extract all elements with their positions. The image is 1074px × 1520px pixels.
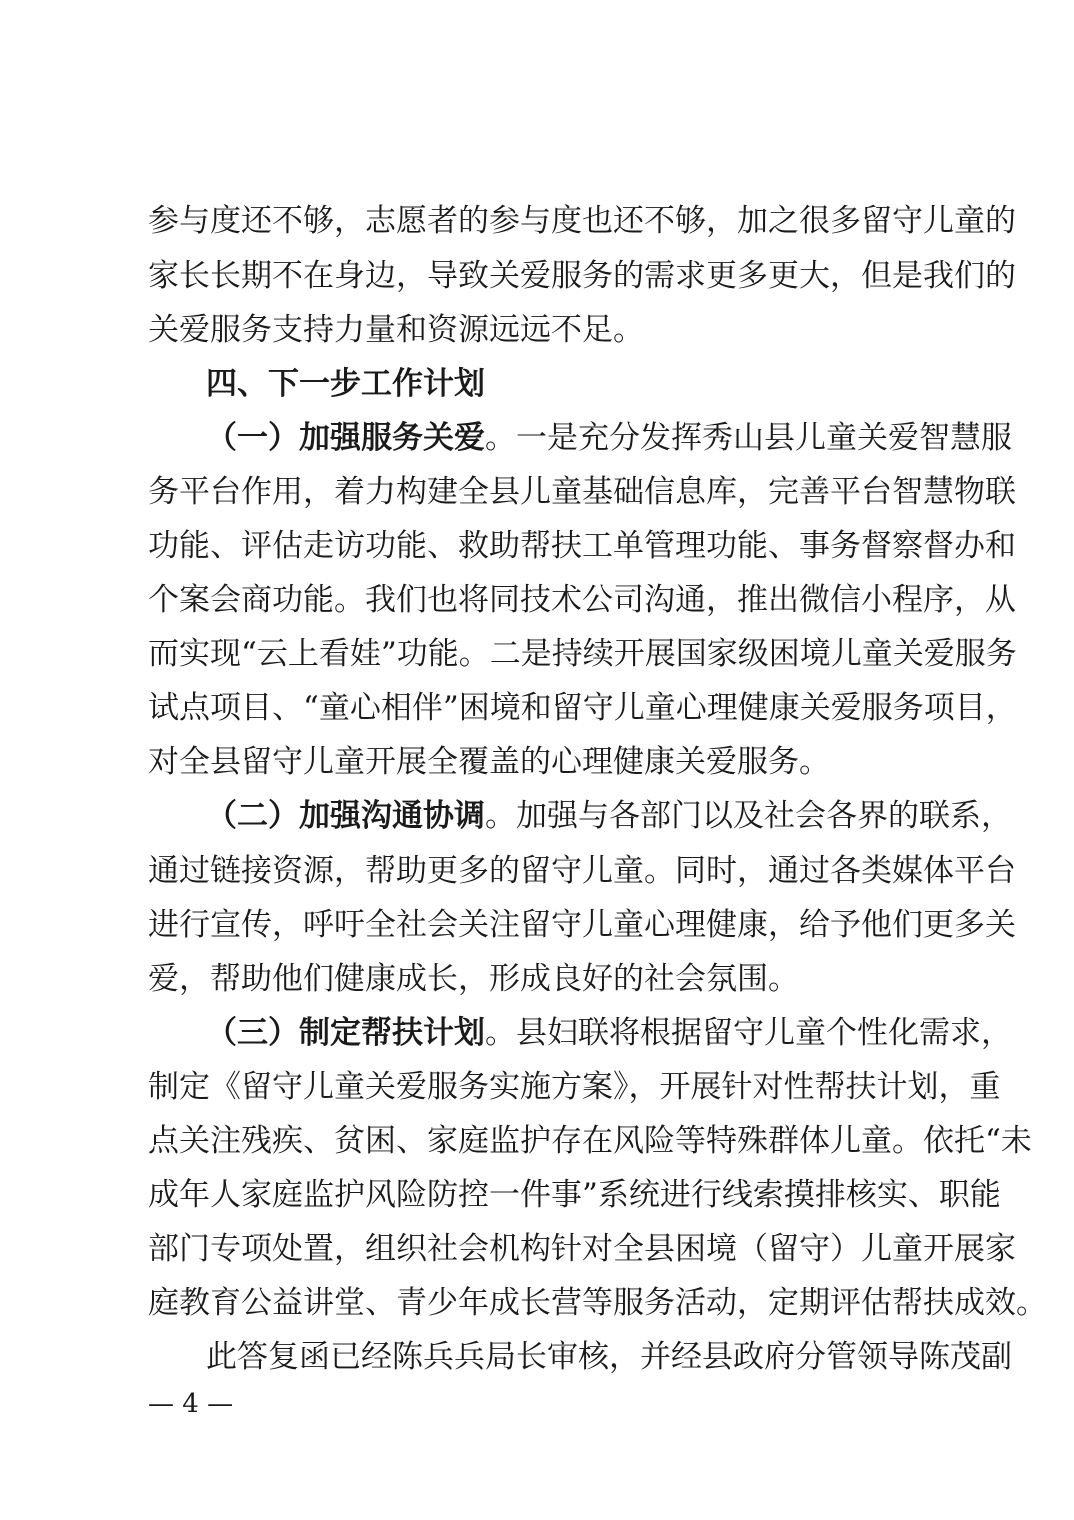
paragraph-lead-text: 。县妇联将根据留守儿童个性化需求，	[485, 1015, 1012, 1051]
paragraph-lead-line	[206, 1005, 1012, 1061]
text-line: 务平台作用，着力构建全县儿童基础信息库，完善平台智慧物联	[148, 474, 1016, 510]
text-line: 此答复函已经陈兵兵局长审核，并经县政府分管领导陈茂副	[206, 1339, 1012, 1375]
page-number: — 4 —	[148, 1389, 234, 1419]
text-line: 试点项目、“童心相伴”困境和留守儿童心理健康关爱服务项目，	[148, 690, 1017, 726]
text-line: 关爱服务支持力量和资源远远不足。	[148, 312, 644, 348]
text-line: 部门专项处置，组织社会机构针对全县困境（留守）儿童开展家	[148, 1231, 1016, 1267]
paragraph-heading: （二）加强沟通协调	[206, 798, 485, 834]
paragraph-heading: （一）加强服务关爱	[206, 420, 485, 456]
text-line: 家长长期不在身边，导致关爱服务的需求更多更大，但是我们的	[148, 258, 1016, 294]
text-line: 爱，帮助他们健康成长，形成良好的社会氛围。	[148, 961, 799, 997]
text-line: 而实现“云上看娃”功能。二是持续开展国家级困境儿童关爱服务	[148, 636, 1017, 672]
text-line: 通过链接资源，帮助更多的留守儿童。同时，通过各类媒体平台	[148, 853, 1016, 889]
paragraph-lead-line	[206, 788, 1012, 844]
paragraph-heading: （三）制定帮扶计划	[206, 1015, 485, 1051]
text-line: 对全县留守儿童开展全覆盖的心理健康关爱服务。	[148, 744, 830, 780]
text-line: 功能、评估走访功能、救助帮扶工单管理功能、事务督察督办和	[148, 528, 1016, 564]
text-line: 个案会商功能。我们也将同技术公司沟通，推出微信小程序，从	[148, 582, 1016, 618]
text-line: 参与度还不够，志愿者的参与度也还不够，加之很多留守儿童的	[148, 203, 1016, 239]
text-line: 制定《留守儿童关爱服务实施方案》，开展针对性帮扶计划，重	[148, 1069, 1001, 1105]
text-line: 点关注残疾、贫困、家庭监护存在风险等特殊群体儿童。依托“未	[148, 1123, 1032, 1159]
text-line: 成年人家庭监护风险防控一件事”系统进行线索摸排核实、职能	[148, 1177, 1001, 1213]
text-line: 进行宣传，呼吁全社会关注留守儿童心理健康，给予他们更多关	[148, 907, 1016, 943]
paragraph-lead-text: 。加强与各部门以及社会各界的联系，	[485, 798, 1012, 834]
paragraph-lead-text: 。一是充分发挥秀山县儿童关爱智慧服	[485, 420, 1012, 456]
paragraph-lead-line	[206, 410, 1012, 466]
section-heading: 四、下一步工作计划	[206, 366, 485, 402]
text-line: 庭教育公益讲堂、青少年成长营等服务活动，定期评估帮扶成效。	[148, 1285, 1047, 1321]
